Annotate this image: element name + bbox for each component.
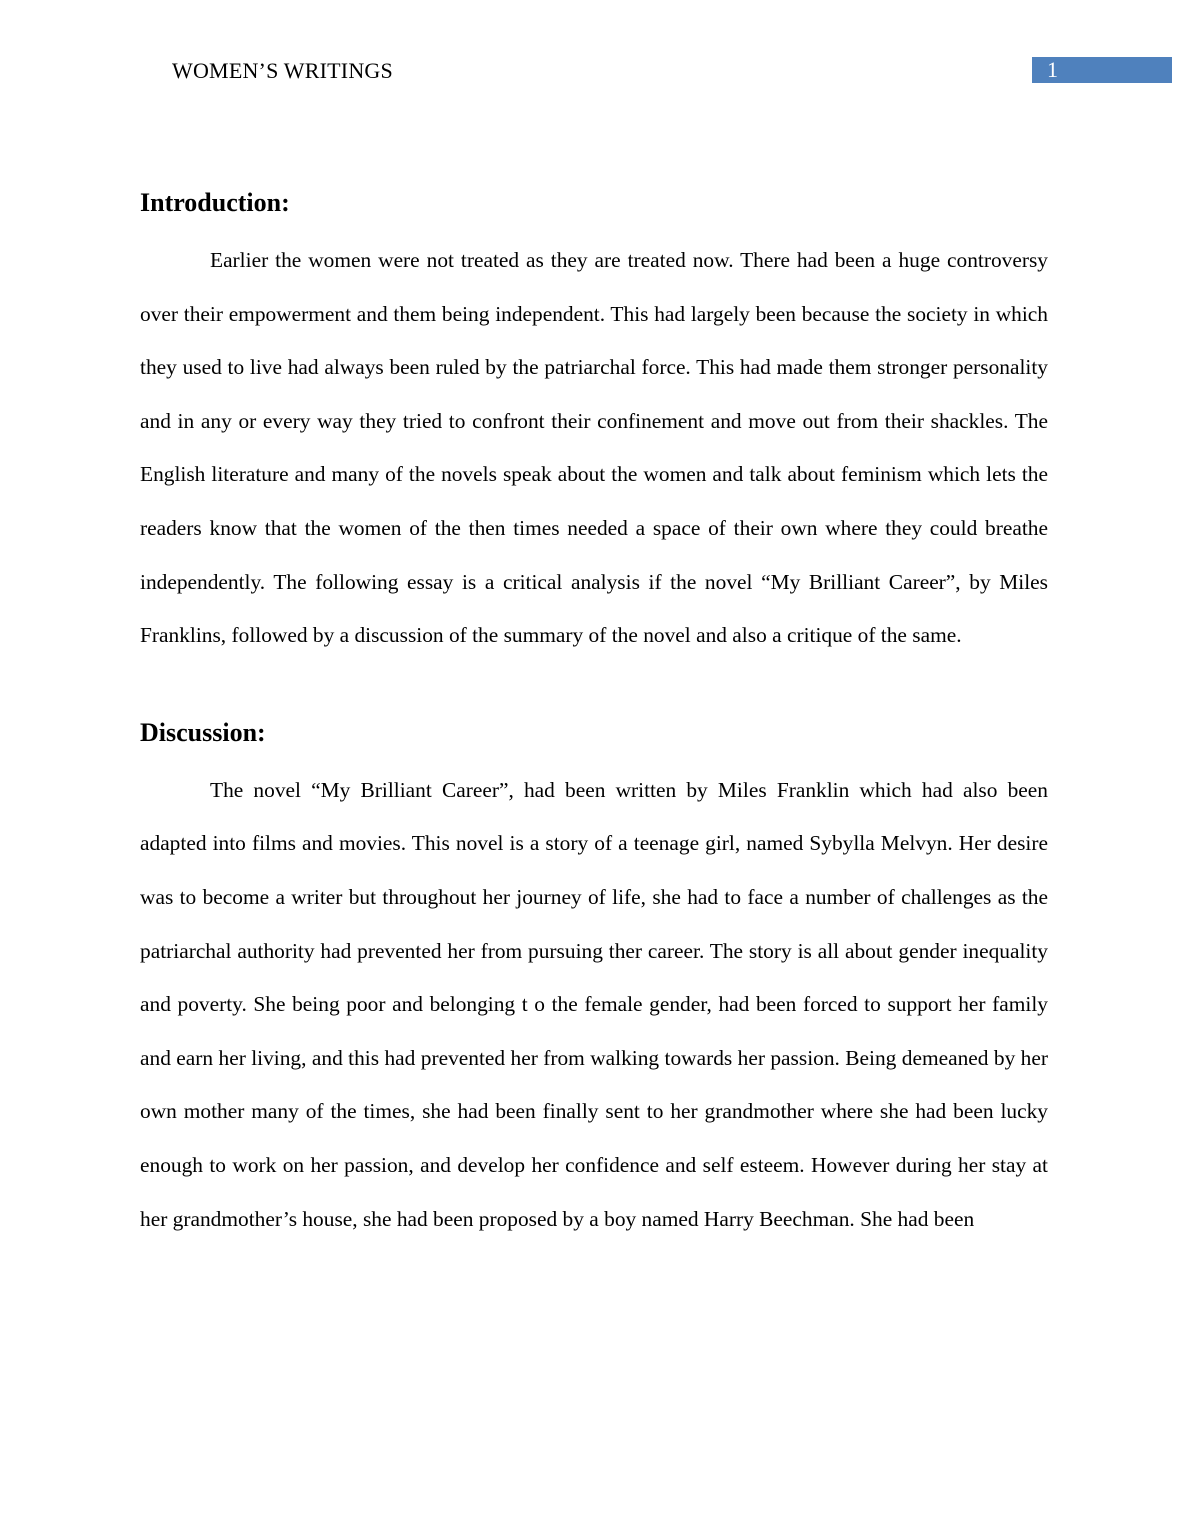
- running-head-title: WOMEN’S WRITINGS: [172, 58, 393, 83]
- discussion-paragraph: The novel “My Brilliant Career”, had been written by Miles Franklin which had also been adapted into films and movies. This novel is a story of a teenage girl, named Sybylla Melvyn. Her desire was to become a writer but throughout her journey of life, she had to face a number of challenges as the patriarchal authority had prevented her from pursuing ther career. The story is all about gender inequality and poverty. She being poor and belonging t o the female gender, had been forced to support her family and earn her living, and this had prevented her from walking towards her passion. Being demeaned by her own mother many of the times, she had been finally sent to her grandmother where she had been lucky enough to work on her passion, and develop her confidence and self esteem. However during her stay at her grandmother’s house, she had been proposed by a boy named Harry Beechman. She had been: [140, 777, 1048, 1231]
- page-number-box: 1: [1032, 57, 1172, 83]
- introduction-paragraph: Earlier the women were not treated as they are treated now. There had been a huge controversy over their empowerment and them being independent. This had largely been because the society in which they used to live had always been ruled by the patriarchal force. This had made them stronger personality and in any or every way they tried to confront their confinement and move out from their shackles. The English literature and many of the novels speak about the women and talk about feminism which lets the readers know that the women of the then times needed a space of their own where they could breathe independently. The following essay is a critical analysis if the novel “My Brilliant Career”, by Miles Franklins, followed by a discussion of the summary of the novel and also a critique of the same.: [140, 248, 1048, 648]
- discussion-heading: Discussion:: [140, 717, 266, 747]
- document-body: [140, 184, 1048, 1246]
- introduction-heading: Introduction:: [140, 188, 290, 217]
